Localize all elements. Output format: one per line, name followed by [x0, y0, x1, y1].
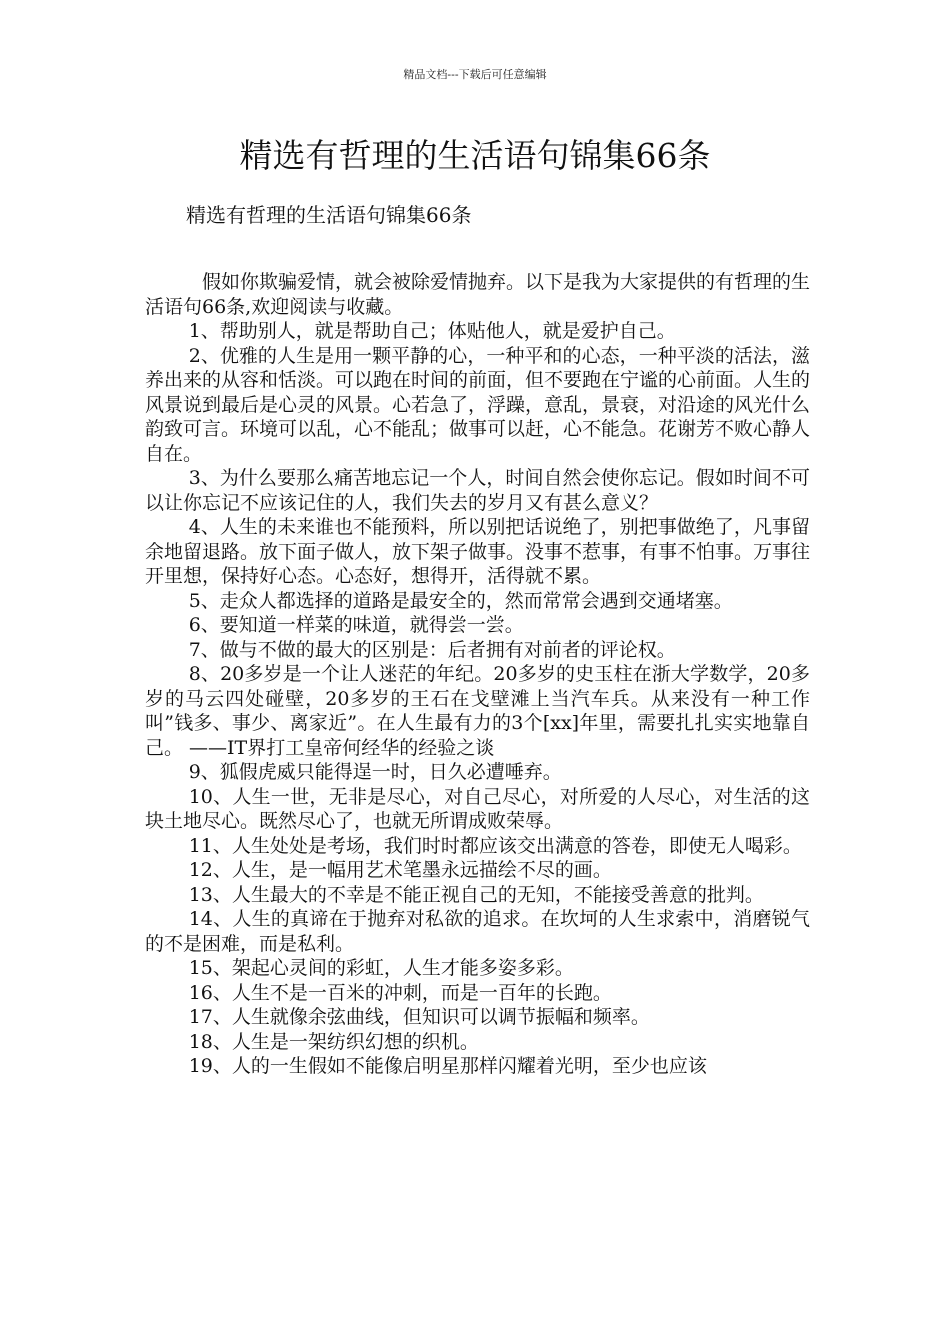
quote-paragraph: 9、狐假虎威只能得逞一时，日久必遭唾弃。: [188, 761, 562, 783]
quote-paragraph: 16、人生不是一百米的冲刺，而是一百年的长跑。: [188, 981, 612, 1004]
quote-paragraph: 15、架起心灵间的彩虹，人生才能多姿多彩。: [188, 957, 574, 979]
header-note: 精品文档---下载后可任意编辑: [403, 68, 547, 81]
intro-paragraph: 假如你欺骗爱情，就会被除爱情抛弃。以下是我为大家提供的有哲理的生活语句66条,欢迎阅读与收藏。: [145, 271, 811, 318]
quote-paragraph: 10、人生一世，无非是尽心，对自己尽心，对所爱的人尽心，对生活的这块土地尽心。既然尽心了，也就无所谓成败荣辱。: [145, 785, 810, 832]
quote-paragraph: 4、人生的未来谁也不能预料，所以别把话说绝了，别把事做绝了，凡事留余地留退路。放下面子做人，放下架子做事。没事不惹事，有事不怕事。万事往开里想，保持好心态。心态好，想得开，活得就不累。: [145, 516, 811, 587]
quote-paragraph: 13、人生最大的不幸是不能正视自己的无知，不能接受善意的批判。: [188, 883, 764, 906]
quote-paragraph: 12、人生，是一幅用艺术笔墨永远描绘不尽的画。: [188, 859, 612, 881]
document-subtitle: 精选有哲理的生活语句锦集66条: [186, 203, 472, 227]
quote-paragraph: 18、人生是一架纺织幻想的织机。: [188, 1030, 479, 1053]
quote-paragraph: 17、人生就像余弦曲线，但知识可以调节振幅和频率。: [188, 1006, 650, 1028]
quote-paragraph: 3、为什么要那么痛苦地忘记一个人，时间自然会使你忘记。假如时间不可以让你忘记不应该记住的人，我们失去的岁月又有甚么意义？: [145, 467, 810, 514]
quote-paragraph: 5、走众人都选择的道路是最安全的，然而常常会遇到交通堵塞。: [188, 589, 733, 612]
quote-paragraph: 6、要知道一样菜的味道，就得尝一尝。: [188, 614, 524, 636]
quote-paragraph: 11、人生处处是考场，我们时时都应该交出满意的答卷，即使无人喝彩。: [188, 834, 802, 857]
document-body: [145, 270, 810, 1079]
quote-paragraph: 7、做与不做的最大的区别是：后者拥有对前者的评论权。: [188, 638, 676, 661]
quote-paragraph: 1、帮助别人，就是帮助自己；体贴他人，就是爱护自己。: [188, 320, 676, 342]
document-title: 精选有哲理的生活语句锦集66条: [239, 136, 711, 175]
quote-paragraph: 19、人的一生假如不能像启明星那样闪耀着光明，至少也应该: [188, 1055, 707, 1077]
quote-paragraph: 14、人生的真谛在于抛弃对私欲的追求。在坎坷的人生求索中，消磨锐气的不是困难，而是私利。: [145, 908, 810, 955]
quote-paragraph: 2、优雅的人生是用一颗平静的心，一种平和的心态，一种平淡的活法，滋养出来的从容和恬淡。可以跑在时间的前面，但不要跑在宁谧的心前面。人生的风景说到最后是心灵的风景。心若急了，浮躁，意乱，景衰，对沿途的风光什么韵致可言。环境可以乱，心不能乱；做事可以赶，心不能急。花谢芳不败心静人自在。: [145, 344, 811, 465]
quote-paragraph: 8、20多岁是一个让人迷茫的年纪。20多岁的史玉柱在浙大学数学，20多岁的马云四处碰壁，20多岁的王石在戈壁滩上当汽车兵。从来没有一种工作叫”钱多、事少、离家近”。在人生最有力的3个[xx]年里，需要扎扎实实地靠自己。 ——IT界打工皇帝何经华的经验之谈: [145, 663, 810, 759]
